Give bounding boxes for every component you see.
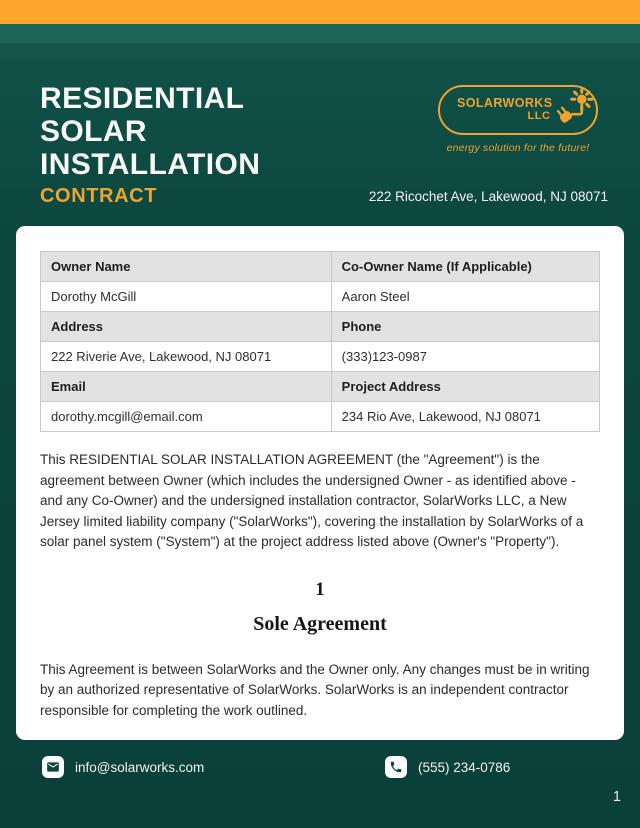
header-band-mid	[0, 43, 640, 60]
document-type-label: CONTRACT	[40, 185, 158, 207]
company-logo	[438, 85, 598, 154]
table-row	[41, 342, 600, 372]
logo-text	[457, 97, 552, 123]
contact-phone-label: (555) 234-0786	[418, 759, 511, 775]
company-address: 222 Ricochet Ave, Lakewood, NJ 08071	[368, 189, 608, 204]
document-header	[0, 60, 640, 226]
table-cell: 222 Riverie Ave, Lakewood, NJ 08071	[41, 342, 332, 372]
title-line-3: INSTALLATION	[40, 148, 261, 181]
table-cell: 234 Rio Ave, Lakewood, NJ 08071	[331, 402, 599, 432]
table-cell: Dorothy McGill	[41, 282, 332, 312]
table-header-cell: Project Address	[331, 372, 599, 402]
contact-phone[interactable]	[385, 756, 510, 778]
top-accent-bar	[0, 0, 640, 24]
section-number: 1	[315, 578, 325, 600]
table-header-cell: Phone	[331, 312, 599, 342]
contact-email[interactable]	[42, 756, 204, 778]
page-title	[40, 82, 260, 181]
table-row	[41, 372, 600, 402]
sun-plug-icon	[552, 88, 594, 133]
table-cell: (333)123-0987	[331, 342, 599, 372]
owner-info-table	[40, 251, 600, 432]
phone-icon	[385, 756, 407, 778]
section-paragraph: This Agreement is between SolarWorks and the Owner only. Any changes must be in writing by an authorized representative of SolarWorks. SolarWorks is an independent contractor responsible for completing the work outlined.	[40, 661, 590, 718]
table-header-cell: Email	[41, 372, 332, 402]
table-row	[41, 312, 600, 342]
table-row	[41, 252, 600, 282]
title-line-2: SOLAR	[40, 115, 147, 148]
contract-card	[16, 226, 624, 740]
table-cell: Aaron Steel	[331, 282, 599, 312]
table-cell: dorothy.mcgill@email.com	[41, 402, 332, 432]
intro-paragraph: This RESIDENTIAL SOLAR INSTALLATION AGREEMENT (the "Agreement") is the agreement between Owner (which includes the undersigned Owner - as identified above - and any Co-Owner) and the undersigned installation contractor, SolarWorks LLC, a New Jersey limited liability company ("SolarWorks"), covering the installation by SolarWorks of a solar panel system ("System") at the project address listed above (Owner's "Property").	[40, 452, 584, 549]
table-row	[41, 402, 600, 432]
table-header-cell: Owner Name	[41, 252, 332, 282]
table-header-cell: Co-Owner Name (If Applicable)	[331, 252, 599, 282]
email-icon	[42, 756, 64, 778]
contact-email-label: info@solarworks.com	[75, 759, 205, 775]
logo-tagline: energy solution for the future!	[446, 142, 590, 154]
table-header-cell: Address	[41, 312, 332, 342]
table-row	[41, 282, 600, 312]
section-title: Sole Agreement	[253, 612, 387, 635]
logo-company-suffix: LLC	[527, 110, 551, 122]
page-number: 1	[612, 789, 621, 805]
header-band-light	[0, 24, 640, 43]
logo-company-name: SOLARWORKS	[457, 96, 553, 110]
logo-badge	[438, 85, 598, 135]
title-line-1: RESIDENTIAL	[40, 82, 245, 115]
